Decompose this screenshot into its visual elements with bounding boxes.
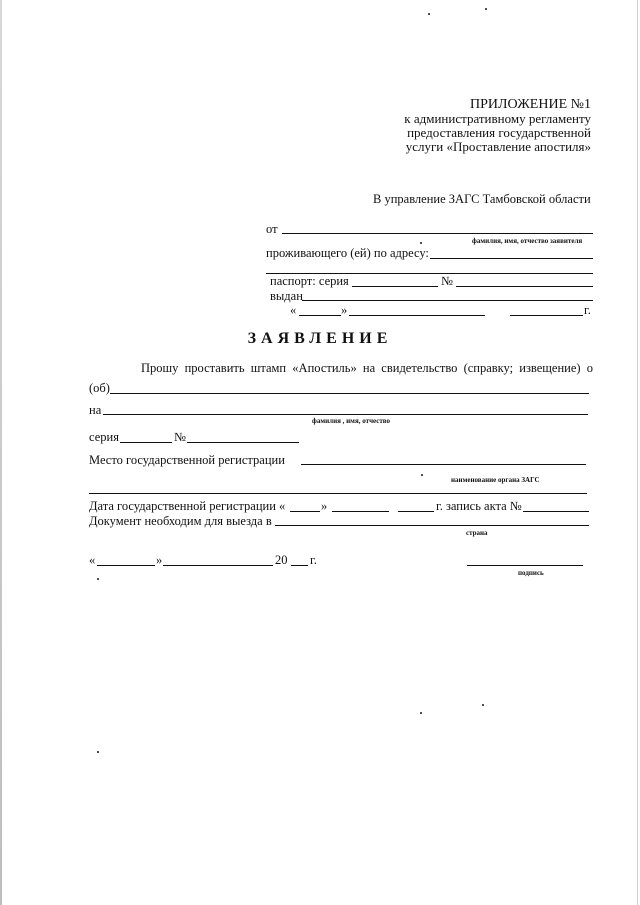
destination-country-field[interactable] xyxy=(275,525,589,526)
scan-speck xyxy=(420,242,422,244)
passport-series-field[interactable] xyxy=(352,286,438,287)
from-label: от xyxy=(266,222,278,236)
person-name-field[interactable] xyxy=(103,414,588,415)
date-quote-close: » xyxy=(156,553,163,567)
appendix-title: ПРИЛОЖЕНИЕ №1 xyxy=(470,97,591,112)
registration-date-quote-close: » xyxy=(321,499,328,513)
scan-edge-left xyxy=(0,0,2,905)
address-label: проживающего (ей) по адресу: xyxy=(266,246,429,260)
registration-place-field[interactable] xyxy=(301,464,586,465)
date-year-field[interactable] xyxy=(291,565,308,566)
scan-speck xyxy=(97,578,99,580)
scan-edge-right xyxy=(637,0,638,905)
record-number-label: г. запись акта № xyxy=(436,499,522,513)
registration-date-label: Дата государственной регистрации « xyxy=(89,499,286,513)
issue-year-field[interactable] xyxy=(510,315,583,316)
applicant-name-field[interactable] xyxy=(282,233,593,234)
passport-number-field[interactable] xyxy=(456,286,593,287)
scan-speck xyxy=(420,712,422,714)
about-label: (об) xyxy=(89,381,110,395)
zags-caption: наименование органа ЗАГС xyxy=(451,476,540,484)
addressee: В управление ЗАГС Тамбовской области xyxy=(373,192,591,206)
passport-series-label: паспорт: серия xyxy=(270,274,349,288)
record-number-field[interactable] xyxy=(523,511,589,512)
certificate-number-sign: № xyxy=(174,430,186,444)
appendix-line-3: предоставления государственной xyxy=(407,125,591,140)
issue-year-suffix: г. xyxy=(584,303,591,317)
scan-speck xyxy=(421,474,423,476)
appendix-header xyxy=(340,98,591,154)
passport-number-sign: № xyxy=(441,274,453,288)
address-field[interactable] xyxy=(430,258,593,259)
date-month-field[interactable] xyxy=(163,565,273,566)
date-quote-open: « xyxy=(89,553,96,567)
signature-field[interactable] xyxy=(467,565,583,566)
registration-day-field[interactable] xyxy=(290,511,320,512)
scan-speck xyxy=(482,704,484,706)
page-title: ЗАЯВЛЕНИЕ xyxy=(247,330,393,347)
registration-year-field[interactable] xyxy=(398,511,434,512)
appendix-line-4: услуги «Проставление апостиля» xyxy=(405,139,591,154)
registration-place-label: Место государственной регистрации xyxy=(89,453,285,467)
scan-speck xyxy=(97,751,99,753)
document-needed-label: Документ необходим для выезда в xyxy=(89,514,272,528)
series-label: серия xyxy=(89,430,119,444)
registration-month-field[interactable] xyxy=(332,511,389,512)
country-caption: страна xyxy=(466,529,488,537)
issue-date-quote-close: » xyxy=(341,303,348,317)
scan-speck xyxy=(428,13,430,15)
certificate-series-field[interactable] xyxy=(120,442,172,443)
issue-date-quote-open: « xyxy=(290,303,297,317)
certificate-type-field[interactable] xyxy=(110,393,589,394)
issue-day-field[interactable] xyxy=(299,315,341,316)
request-text: Прошу проставить штамп «Апостиль» на свидетельство (справку; извещение) о xyxy=(141,361,593,375)
person-name-caption: фамилия , имя, отчество xyxy=(312,417,390,425)
registration-place-field-line-2[interactable] xyxy=(89,493,587,494)
certificate-number-field[interactable] xyxy=(187,442,299,443)
issue-month-field[interactable] xyxy=(349,315,485,316)
signature-caption: подпись xyxy=(518,569,544,577)
scan-speck xyxy=(485,8,487,10)
date-day-field[interactable] xyxy=(97,565,155,566)
on-label: на xyxy=(89,403,102,417)
date-year-prefix: 20 xyxy=(275,553,288,567)
issued-by-field[interactable] xyxy=(302,300,593,301)
date-year-suffix: г. xyxy=(310,553,317,567)
applicant-name-caption: фамилия, имя, отчество заявителя xyxy=(472,237,583,245)
appendix-line-2: к административному регламенту xyxy=(404,111,591,126)
issued-by-label: выдан xyxy=(270,289,303,303)
